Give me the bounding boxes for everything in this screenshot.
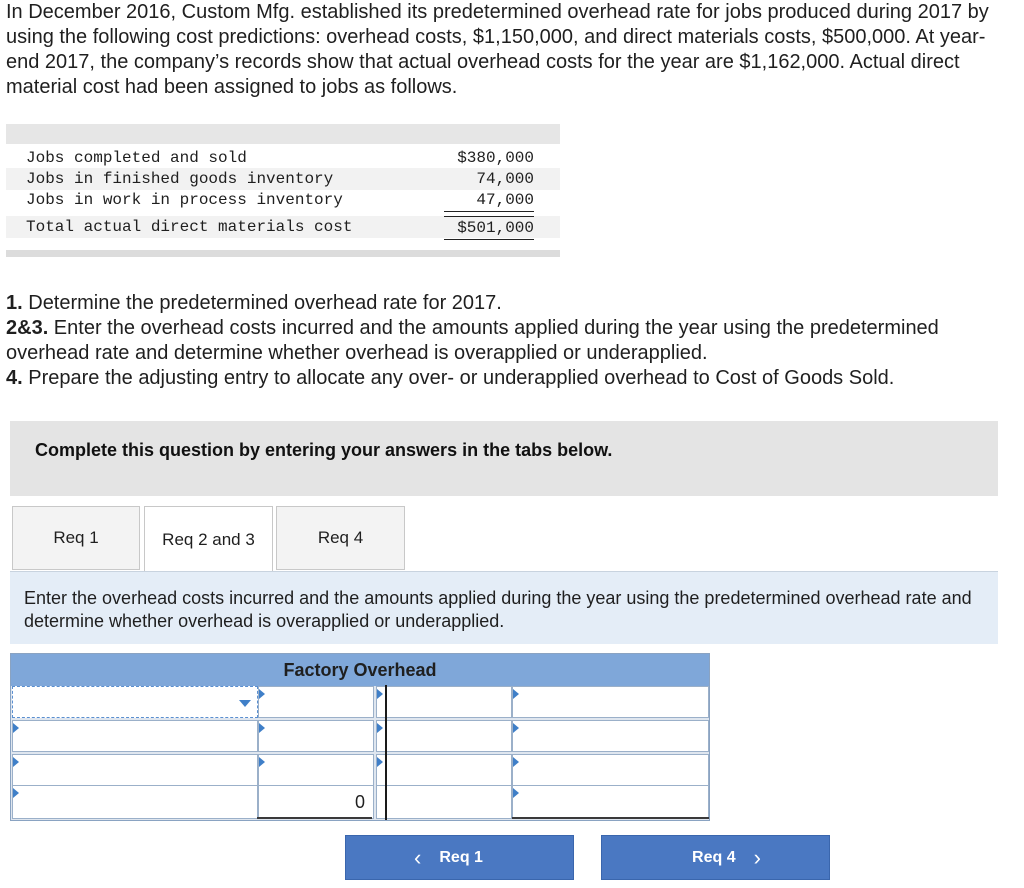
instruction-text: Complete this question by entering your answers in the tabs below. bbox=[35, 440, 613, 460]
req-instruction-text bbox=[24, 587, 972, 633]
materials-total-value: $501,000 bbox=[444, 216, 534, 240]
instruction-box bbox=[10, 421, 998, 496]
materials-total-label: Total actual direct materials cost bbox=[26, 218, 353, 236]
credit-amount-input[interactable] bbox=[512, 754, 709, 786]
credit-total-label-input[interactable] bbox=[376, 785, 512, 819]
materials-table-bottom-bar bbox=[6, 250, 560, 257]
tab-req-2-and-3[interactable]: Req 2 and 3 bbox=[144, 506, 273, 572]
materials-value: 74,000 bbox=[476, 170, 534, 188]
cell-marker-icon bbox=[13, 723, 19, 733]
next-req-button[interactable] bbox=[601, 835, 830, 880]
cell-marker-icon bbox=[13, 757, 19, 767]
question-2-3 bbox=[6, 316, 1006, 366]
debit-account-input[interactable] bbox=[12, 754, 258, 786]
materials-table bbox=[6, 124, 560, 258]
question-4-text: Prepare the adjusting entry to allocate any over- or underapplied overhead to Cost of Goods Sold. bbox=[22, 367, 895, 389]
materials-row bbox=[6, 168, 560, 190]
debit-total-underline bbox=[257, 817, 372, 819]
credit-total-cell bbox=[512, 785, 709, 819]
debit-amount-input[interactable] bbox=[258, 754, 374, 786]
req-instruction-line-1: Enter the overhead costs incurred and the amounts applied during the year using the predetermined overhead rate and bbox=[24, 588, 972, 608]
debit-account-input[interactable] bbox=[12, 720, 258, 752]
factory-overhead-t-account bbox=[10, 653, 710, 821]
debit-total-cell bbox=[258, 785, 374, 819]
cell-marker-icon bbox=[513, 757, 519, 767]
credit-account-input[interactable] bbox=[376, 686, 512, 718]
debit-total-value: 0 bbox=[354, 792, 365, 812]
t-account-center-line bbox=[385, 685, 387, 820]
cell-marker-icon bbox=[377, 723, 383, 733]
credit-amount-input[interactable] bbox=[512, 686, 709, 718]
tab-req-4[interactable]: Req 4 bbox=[276, 506, 405, 570]
tab-req-1[interactable]: Req 1 bbox=[12, 506, 140, 570]
question-1-text: Determine the predetermined overhead rate for 2017. bbox=[22, 292, 502, 314]
debit-account-select[interactable] bbox=[12, 686, 258, 718]
debit-total-label-input[interactable] bbox=[12, 785, 258, 819]
credit-total-underline bbox=[512, 817, 709, 819]
chevron-left-icon: ‹ bbox=[414, 844, 422, 870]
chevron-down-icon bbox=[239, 700, 251, 707]
cell-marker-icon bbox=[377, 757, 383, 767]
cell-marker-icon bbox=[259, 689, 265, 699]
req-instruction-panel bbox=[10, 571, 998, 644]
cell-marker-icon bbox=[513, 689, 519, 699]
question-2-3-number: 2&3. bbox=[6, 317, 49, 339]
debit-amount-input[interactable] bbox=[258, 686, 374, 718]
prev-req-label: Req 1 bbox=[439, 848, 483, 866]
question-4-number: 4. bbox=[6, 367, 23, 389]
question-4 bbox=[6, 366, 1006, 391]
credit-account-input[interactable] bbox=[376, 720, 512, 752]
materials-label: Jobs in work in process inventory bbox=[26, 191, 343, 209]
cell-marker-icon bbox=[259, 757, 265, 767]
credit-account-input[interactable] bbox=[376, 754, 512, 786]
prev-req-button[interactable] bbox=[345, 835, 574, 880]
chevron-right-icon: › bbox=[753, 844, 761, 870]
question-1-number: 1. bbox=[6, 292, 23, 314]
materials-total-row bbox=[6, 216, 560, 238]
t-account-title: Factory Overhead bbox=[11, 654, 709, 686]
materials-value: 47,000 bbox=[444, 189, 534, 212]
materials-row bbox=[6, 189, 560, 211]
materials-row bbox=[6, 147, 560, 169]
next-req-label: Req 4 bbox=[692, 848, 736, 866]
cell-marker-icon bbox=[513, 723, 519, 733]
materials-label: Jobs completed and sold bbox=[26, 149, 247, 167]
cell-marker-icon bbox=[377, 689, 383, 699]
materials-label: Jobs in finished goods inventory bbox=[26, 170, 334, 188]
cell-marker-icon bbox=[513, 788, 519, 798]
credit-amount-input[interactable] bbox=[512, 720, 709, 752]
materials-table-top-bar bbox=[6, 124, 560, 144]
debit-amount-input[interactable] bbox=[258, 720, 374, 752]
problem-intro: In December 2016, Custom Mfg. established its predetermined overhead rate for jobs produced during 2017 by using the following cost predictions: overhead costs, $1,150,000, and direct materials costs, $500,000. At year-end 2017, the company’s records show that actual overhead costs for the year are $1,162,000. Actual direct material cost had been assigned to jobs as follows. bbox=[6, 1, 989, 98]
materials-value: $380,000 bbox=[457, 149, 534, 167]
question-1 bbox=[6, 291, 1006, 316]
cell-marker-icon bbox=[13, 788, 19, 798]
req-instruction-line-2: determine whether overhead is overapplied or underapplied. bbox=[24, 611, 505, 631]
cell-marker-icon bbox=[259, 723, 265, 733]
question-2-3-text: Enter the overhead costs incurred and the amounts applied during the year using the predetermined overhead rate and determine whether overhead is overapplied or underapplied. bbox=[6, 317, 939, 364]
